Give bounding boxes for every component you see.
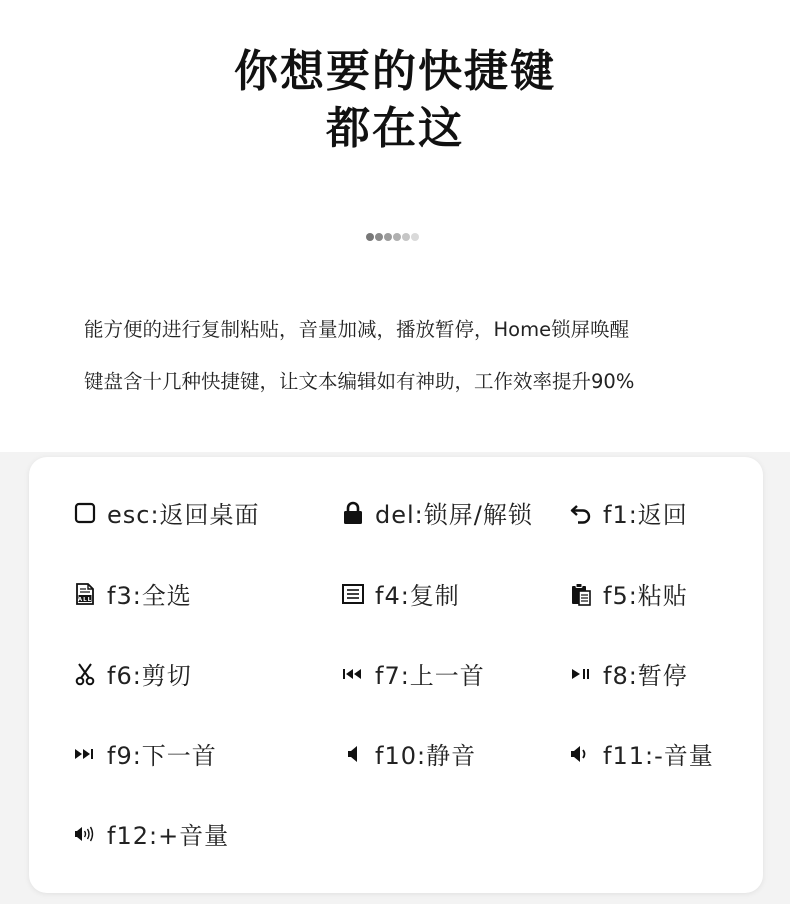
previous-track-icon	[341, 662, 365, 686]
description-line2: 键盘含十几种快捷键，让文本编辑如有神助，工作效率提升90%	[84, 370, 635, 393]
back-arrow-icon	[569, 501, 593, 525]
page-title-line1: 你想要的快捷键	[234, 46, 556, 97]
shortcut-f10	[341, 736, 476, 771]
pager-dots	[366, 233, 419, 242]
shortcut-label: f4:复制	[375, 582, 460, 610]
shortcut-f6	[73, 656, 192, 691]
pager-dot	[384, 233, 392, 241]
scissors-icon	[73, 662, 97, 686]
shortcut-f1	[569, 495, 688, 530]
square-icon	[73, 501, 97, 525]
shortcut-del	[341, 495, 533, 530]
copy-document-icon	[341, 582, 365, 606]
shortcut-f8	[569, 656, 688, 691]
shortcut-label: f7:上一首	[375, 662, 485, 690]
shortcut-label: f5:粘贴	[603, 582, 688, 610]
description-line1: 能方便的进行复制粘贴，音量加减，播放暂停，Home锁屏唤醒	[84, 318, 630, 341]
select-all-icon	[73, 582, 97, 606]
clipboard-paste-icon	[569, 582, 593, 606]
shortcut-label: f10:静音	[375, 742, 477, 770]
shortcut-f9	[73, 736, 217, 771]
next-track-icon	[73, 742, 97, 766]
shortcut-f12	[73, 816, 229, 851]
shortcut-label: del:锁屏/解锁	[375, 501, 533, 529]
page-title-line2: 都在这	[326, 103, 464, 154]
shortcut-f7	[341, 656, 485, 691]
volume-up-icon	[73, 822, 97, 846]
shortcut-f5	[569, 576, 688, 611]
shortcut-label: f8:暂停	[603, 662, 688, 690]
shortcut-label: f3:全选	[107, 582, 192, 610]
pager-dot	[366, 233, 374, 241]
shortcut-f4	[341, 576, 460, 611]
pager-dot	[375, 233, 383, 241]
volume-down-icon	[569, 742, 593, 766]
shortcut-label: esc:返回桌面	[107, 501, 260, 529]
shortcut-label: f12:+音量	[107, 822, 230, 850]
shortcut-card	[29, 457, 763, 893]
shortcut-label: f11:-音量	[603, 742, 714, 770]
lock-icon	[341, 501, 365, 525]
pager-dot	[402, 233, 410, 241]
shortcut-f3	[73, 576, 192, 611]
shortcut-f11	[569, 736, 714, 771]
mute-speaker-icon	[341, 742, 365, 766]
shortcut-label: f6:剪切	[107, 662, 192, 690]
pager-dot	[393, 233, 401, 241]
shortcut-esc	[73, 495, 260, 530]
shortcut-label: f9:下一首	[107, 742, 217, 770]
pager-dot	[411, 233, 419, 241]
svg-text:ALL: ALL	[77, 596, 93, 603]
play-pause-icon	[569, 662, 593, 686]
shortcut-label: f1:返回	[603, 501, 688, 529]
